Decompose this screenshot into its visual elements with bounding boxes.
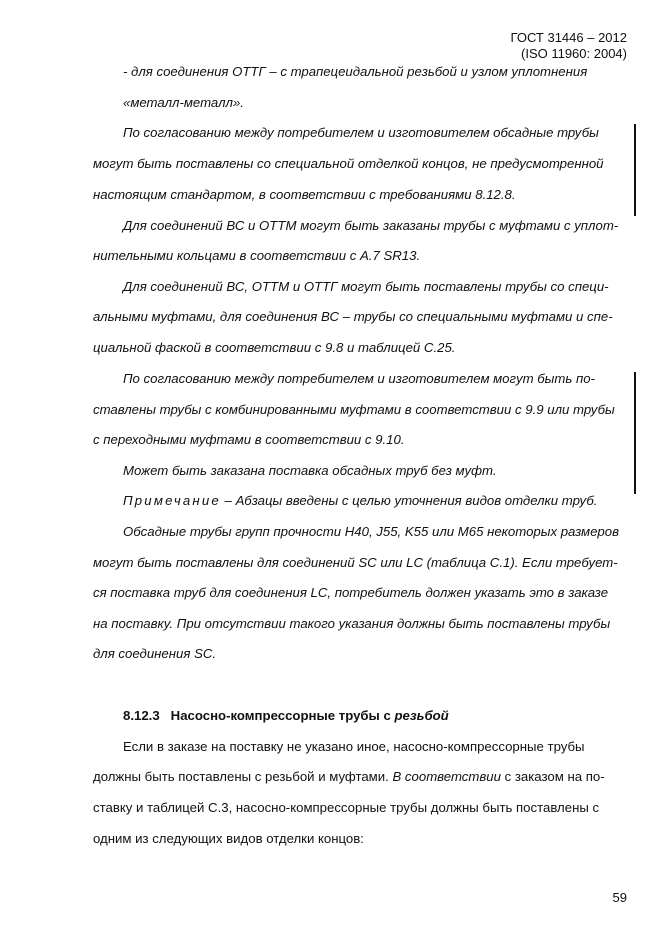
paragraph-line: настоящим стандартом, в соответствии с требованиями 8.12.8. xyxy=(93,187,516,202)
iso-reference: (ISO 11960: 2004) xyxy=(521,46,627,61)
page-number: 59 xyxy=(612,890,627,905)
paragraph-line: одним из следующих видов отделки концов: xyxy=(93,831,364,846)
paragraph-line: для соединения SC. xyxy=(93,646,217,661)
paragraph-line: ставлены трубы с комбинированными муфтами в соответствии с 9.9 или трубы xyxy=(93,402,615,417)
paragraph-line: - для соединения ОТТГ – с трапецеидальной резьбой и узлом уплотнения xyxy=(123,64,588,79)
text-run: должны быть поставлены с резьбой и муфтами. xyxy=(93,769,389,784)
paragraph-line: ставку и таблицей С.3, насосно-компрессорные трубы должны быть поставлены с xyxy=(93,800,600,815)
paragraph-line: «металл-металл». xyxy=(123,95,244,110)
section-heading xyxy=(123,708,449,724)
paragraph-line: Может быть заказана поставка обсадных труб без муфт. xyxy=(123,463,497,478)
note-line xyxy=(123,493,597,509)
paragraph-line: Обсадные трубы групп прочности Н40, J55, K55 или М65 некоторых размеров xyxy=(123,524,619,539)
section-title-italic: резьбой xyxy=(394,708,449,723)
paragraph-line: По согласованию между потребителем и изготовителем могут быть по- xyxy=(123,371,595,386)
section-number: 8.12.3 xyxy=(123,708,160,723)
paragraph-line: циальной фаской в соответствии с 9.8 и таблицей С.25. xyxy=(93,340,456,355)
paragraph-line: могут быть поставлены для соединений SC или LC (таблица С.1). Если требует- xyxy=(93,555,618,570)
note-text: – Абзацы введены с целью уточнения видов отделки труб. xyxy=(224,493,598,508)
note-label: Примечание xyxy=(123,493,221,508)
standard-number: ГОСТ 31446 – 2012 xyxy=(510,30,627,45)
paragraph-line: могут быть поставлены со специальной отделкой концов, не предусмотренной xyxy=(93,156,604,171)
paragraph-line: Для соединений ВС и ОТТМ могут быть заказаны трубы с муфтами с уплот- xyxy=(123,218,619,233)
paragraph-line: нительными кольцами в соответствии с А.7 SR13. xyxy=(93,248,421,263)
paragraph-line: По согласованию между потребителем и изготовителем обсадные трубы xyxy=(123,125,599,140)
paragraph-line: с переходными муфтами в соответствии с 9.10. xyxy=(93,432,405,447)
change-bar xyxy=(634,124,636,216)
paragraph-line: ся поставка труб для соединения LC, потребитель должен указать это в заказе xyxy=(93,585,609,600)
text-run-italic: В соответствии xyxy=(392,769,501,784)
section-title: Насосно-компрессорные трубы с xyxy=(170,708,391,723)
document-standard-header xyxy=(511,30,627,62)
text-run: с заказом на по- xyxy=(504,769,605,784)
paragraph-line: на поставку. При отсутствии такого указания должны быть поставлены трубы xyxy=(93,616,611,631)
change-bar xyxy=(634,372,636,494)
paragraph-line: Если в заказе на поставку не указано иное, насосно-компрессорные трубы xyxy=(123,739,585,754)
paragraph-line: альными муфтами, для соединения ВС – трубы со специальными муфтами и спе- xyxy=(93,309,613,324)
paragraph-line: Для соединений ВС, ОТТМ и ОТТГ могут быть поставлены трубы со специ- xyxy=(123,279,609,294)
paragraph-line xyxy=(93,769,605,785)
